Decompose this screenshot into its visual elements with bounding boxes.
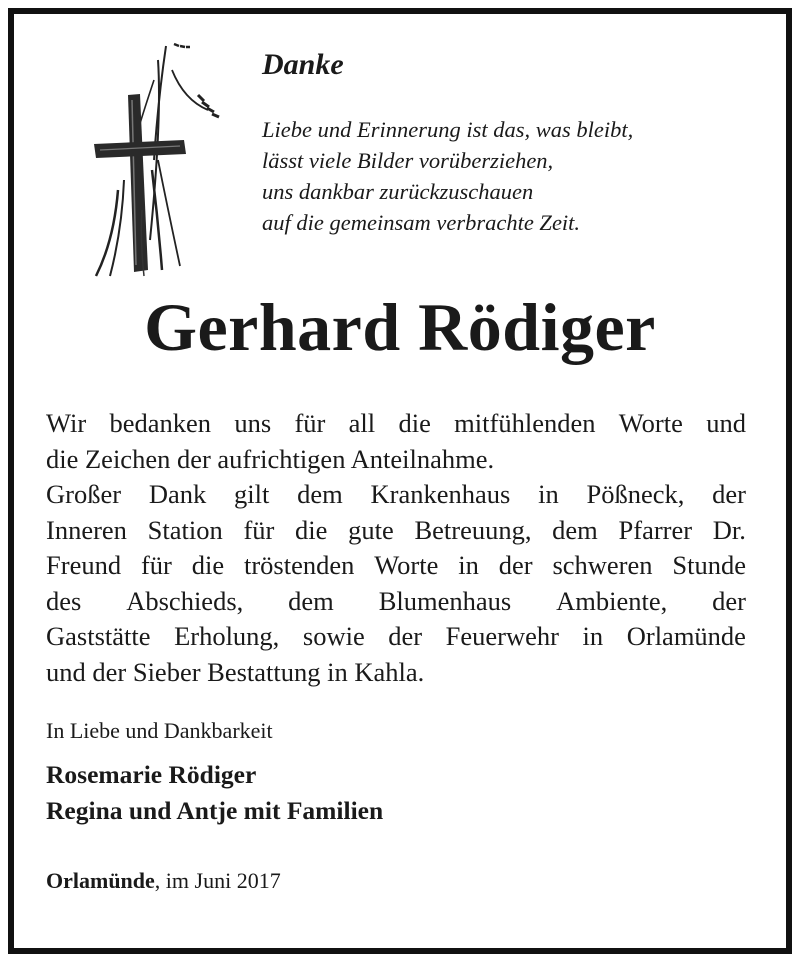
thanks-word: Feuerwehr xyxy=(445,621,559,651)
thanks-word: der xyxy=(498,550,533,580)
thanks-word: der xyxy=(712,479,746,509)
thanks-word: mitfühlenden xyxy=(454,408,596,438)
thanks-word: Orlamünde xyxy=(626,621,746,651)
thanks-word: Pößneck, xyxy=(586,479,685,509)
thanks-line xyxy=(46,548,746,584)
deceased-name: Gerhard Rödiger xyxy=(144,289,656,365)
thanks-word: Blumenhaus xyxy=(378,585,512,616)
thanks-word: Ambiente, xyxy=(556,585,668,616)
thanks-word: Worte xyxy=(374,550,439,580)
thanks-word: Station xyxy=(147,514,223,545)
thanks-word: des xyxy=(46,585,82,616)
thanks-word: tröstenden xyxy=(243,550,355,580)
thanks-word: der xyxy=(712,585,746,616)
thanks-word: in xyxy=(458,550,479,580)
thanks-word: Stunde xyxy=(672,550,746,580)
poem-line: lässt viele Bilder vorüberziehen, xyxy=(262,148,554,173)
place-date xyxy=(46,868,281,894)
thanks-line xyxy=(46,513,746,549)
thanks-word: die xyxy=(191,550,225,580)
thanks-line xyxy=(46,619,746,655)
thanks-word: all xyxy=(348,408,376,438)
date-text: , im Juni 2017 xyxy=(154,868,281,893)
thanks-word: Erholung, xyxy=(174,621,280,651)
thanks-line xyxy=(46,584,746,620)
thanks-word: Krankenhaus xyxy=(370,479,511,509)
thanks-word: für xyxy=(294,408,326,438)
thanks-word: Großer xyxy=(46,479,122,509)
thanks-paragraph xyxy=(46,406,746,690)
poem xyxy=(262,114,633,238)
thanks-word: in xyxy=(538,479,559,509)
thanks-word: Dank xyxy=(148,479,207,509)
thanks-word: Wir xyxy=(46,408,87,438)
thanks-word: dem xyxy=(288,585,334,616)
thanks-word: für xyxy=(140,550,172,580)
thanks-word: Gaststätte xyxy=(46,621,151,651)
place-name: Orlamünde xyxy=(46,868,155,893)
thanks-word: die xyxy=(295,514,328,545)
thanks-word: gute xyxy=(348,514,394,545)
poem-line: auf die gemeinsam verbrachte Zeit. xyxy=(262,210,581,235)
thanks-word: schweren xyxy=(552,550,653,580)
thanks-line xyxy=(46,406,746,442)
thanks-line: die Zeichen der aufrichtigen Anteilnahme. xyxy=(46,443,495,474)
thanks-word: bedanken xyxy=(109,408,211,438)
thanks-word: gilt xyxy=(234,479,270,509)
thanks-word: Betreuung, xyxy=(414,514,532,545)
thanks-word: dem xyxy=(552,514,598,545)
poem-line: Liebe und Erinnerung ist das, was bleibt, xyxy=(262,117,634,142)
thanks-word: und xyxy=(706,408,746,438)
thanks-word: Freund xyxy=(46,550,122,580)
thanks-word: die xyxy=(398,408,431,438)
thanks-word: Dr. xyxy=(712,514,746,545)
thanks-word: in xyxy=(582,621,604,651)
cross-with-grass-icon xyxy=(88,40,248,280)
thanks-word: der xyxy=(388,621,423,651)
thanks-word: dem xyxy=(297,479,343,509)
thanks-word: Abschieds, xyxy=(126,585,244,616)
thanks-line: und der Sieber Bestattung in Kahla. xyxy=(46,656,425,687)
poem-line: uns dankbar zurückzuschauen xyxy=(262,179,534,204)
thanks-word: Pfarrer xyxy=(618,514,693,545)
signer-name: Regina und Antje mit Familien xyxy=(46,796,384,825)
signer-name: Rosemarie Rödiger xyxy=(46,760,257,789)
thanks-word: uns xyxy=(234,408,272,438)
thanks-word: Inneren xyxy=(46,514,127,545)
thanks-line xyxy=(46,477,746,513)
thanks-word: sowie xyxy=(302,621,365,651)
closing-line: In Liebe und Dankbarkeit xyxy=(46,718,273,743)
heading-danke: Danke xyxy=(262,48,344,81)
thanks-word: für xyxy=(243,514,275,545)
thanks-word: Worte xyxy=(618,408,683,438)
